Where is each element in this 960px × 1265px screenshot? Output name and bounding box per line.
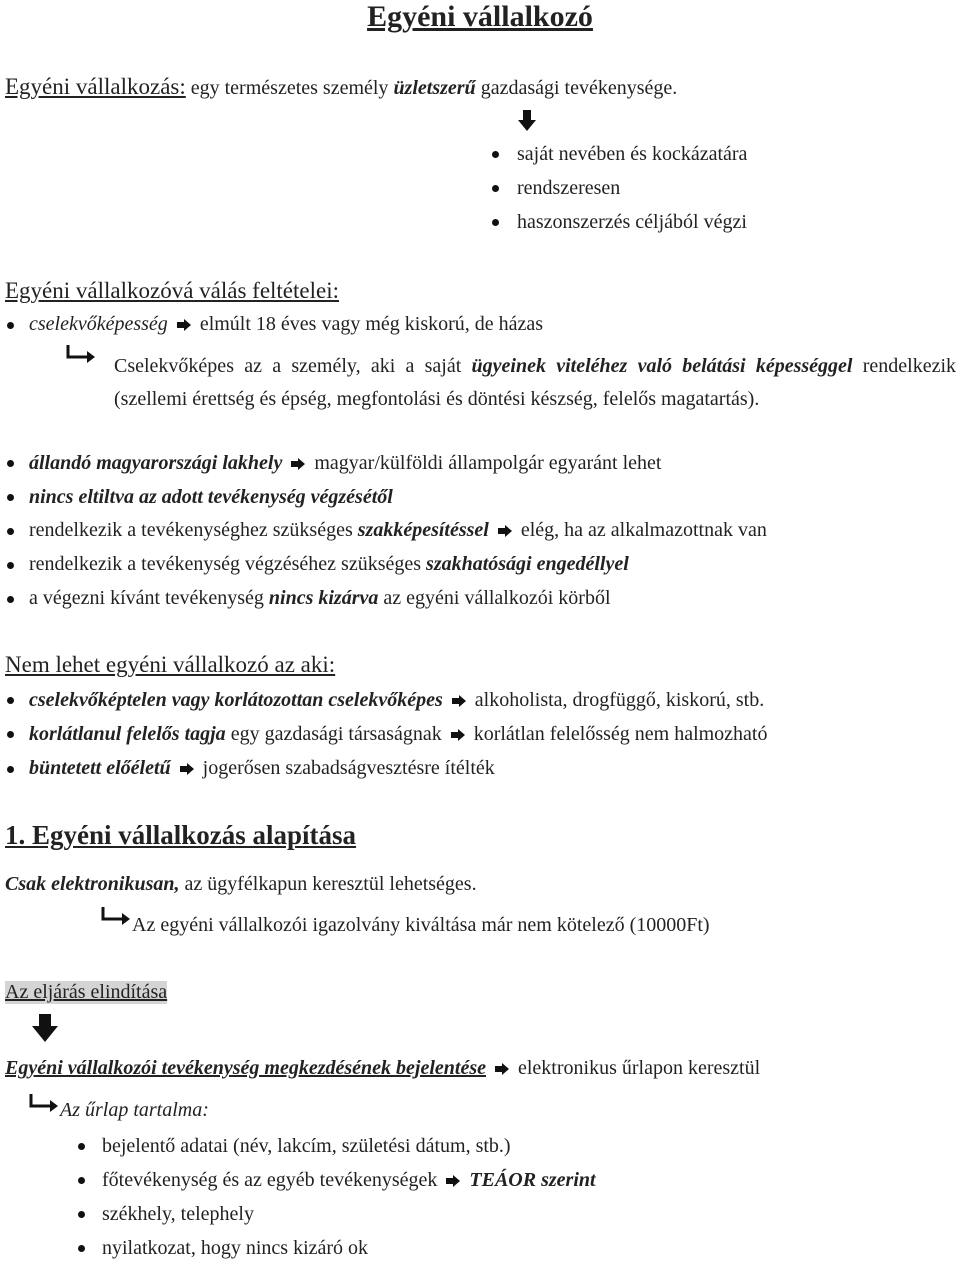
bullet-icon	[492, 151, 499, 158]
right-arrow-icon	[180, 763, 194, 775]
electronic-line	[5, 873, 477, 896]
procedure-label: Az eljárás elindítása	[5, 981, 168, 1003]
condition-text: a végezni kívánt tevékenység	[29, 587, 264, 609]
form-item	[102, 1169, 596, 1192]
condition-emphasis: szakhatósági engedéllyel	[426, 553, 629, 575]
form-item: bejelentő adatai (név, lakcím, születési dátum, stb.)	[102, 1135, 511, 1157]
note-emphasis: ügyeinek viteléhez való belátási képességgel	[471, 355, 853, 377]
form-item: nyilatkozat, hogy nincs kizáró ok	[102, 1237, 369, 1259]
hook-arrow-icon	[28, 1092, 58, 1114]
bullet-icon	[78, 1143, 85, 1150]
exclusion-item	[29, 689, 764, 712]
bullet-icon	[492, 219, 499, 226]
right-arrow-icon	[446, 1175, 460, 1187]
id-card-note: Az egyéni vállalkozói igazolvány kiváltása már nem kötelező (10000Ft)	[132, 914, 710, 936]
condition-text: magyar/külföldi állampolgár egyaránt lehet	[314, 452, 662, 474]
note-text-end: rendelkezik (szellemi érettség és épség, megfontolási és döntési készség, felelős magatartás).	[114, 355, 956, 410]
right-arrow-icon	[495, 1063, 509, 1075]
definition-text: egy természetes személy	[190, 77, 389, 99]
bullet-icon	[7, 697, 14, 704]
electronic-emphasis: Csak elektronikusan,	[5, 873, 180, 895]
exclusion-text-end: korlátlan felelősség nem halmozható	[473, 723, 768, 745]
exclusion-emphasis: büntetett előéletű	[29, 757, 171, 779]
form-label: Az űrlap tartalma:	[60, 1099, 209, 1121]
definition-term: Egyéni vállalkozás:	[5, 74, 186, 99]
bullet-icon	[78, 1211, 85, 1218]
bullet-icon	[7, 596, 14, 603]
condition-item	[29, 519, 767, 542]
right-arrow-icon	[177, 319, 191, 331]
right-arrow-icon	[498, 525, 512, 537]
condition-text-end: elég, ha az alkalmazottnak van	[520, 519, 767, 541]
report-text: elektronikus űrlapon keresztül	[517, 1057, 761, 1079]
condition-item: nincs eltiltva az adott tevékenység végzésétől	[29, 486, 393, 508]
exclusion-text: egy gazdasági társaságnak	[230, 723, 442, 745]
exclusion-emphasis: cselekvőképtelen vagy korlátozottan cselekvőképes	[29, 689, 443, 711]
bullet-icon	[7, 460, 14, 467]
exclusion-text: jogerősen szabadságvesztésre ítélték	[202, 757, 495, 779]
bullet-icon	[7, 562, 14, 569]
down-arrow-icon	[518, 110, 536, 132]
bullet-icon	[78, 1177, 85, 1184]
condition-text-end: az egyéni vállalkozói körből	[383, 587, 611, 609]
right-arrow-icon	[451, 729, 465, 741]
electronic-text: az ügyfélkapun keresztül lehetséges.	[184, 873, 477, 895]
report-emphasis: Egyéni vállalkozói tevékenység megkezdésének bejelentése	[5, 1057, 486, 1079]
definition-bullet: rendszeresen	[517, 177, 621, 199]
definition-emphasis: üzletszerű	[393, 77, 476, 99]
exclusion-item	[29, 757, 495, 780]
bullet-icon	[7, 494, 14, 501]
hook-arrow-icon	[65, 343, 95, 365]
bullet-icon	[492, 185, 499, 192]
definition-text-end: gazdasági tevékenysége.	[480, 77, 678, 99]
definition-bullet: saját nevében és kockázatára	[517, 143, 748, 165]
conditions-heading: Egyéni vállalkozóvá válás feltételei:	[5, 278, 339, 303]
condition-text: elmúlt 18 éves vagy még kiskorú, de házas	[199, 313, 544, 335]
condition-emphasis: cselekvőképesség	[29, 313, 168, 335]
exclusion-text: alkoholista, drogfüggő, kiskorú, stb.	[474, 689, 765, 711]
condition-item	[29, 452, 661, 475]
right-arrow-icon	[452, 695, 466, 707]
bullet-icon	[7, 322, 14, 329]
bullet-icon	[78, 1245, 85, 1252]
section-heading: 1. Egyéni vállalkozás alapítása	[5, 820, 357, 850]
form-item-emphasis: TEÁOR szerint	[469, 1169, 596, 1191]
bullet-icon	[7, 528, 14, 535]
bullet-icon	[7, 766, 14, 773]
exclusion-emphasis: korlátlanul felelős tagja	[29, 723, 226, 745]
bullet-icon	[7, 731, 14, 738]
condition-item	[29, 587, 611, 610]
condition-emphasis: szakképesítéssel	[357, 519, 489, 541]
hook-arrow-icon	[100, 905, 130, 927]
report-line	[5, 1057, 760, 1080]
condition-item	[29, 313, 543, 336]
condition-item	[29, 553, 629, 576]
down-arrow-icon	[32, 1014, 58, 1042]
note-text: Cselekvőképes az a személy, aki a saját	[114, 355, 462, 377]
capacity-note	[114, 350, 956, 416]
definition-line	[5, 74, 677, 100]
condition-emphasis: nincs kizárva	[268, 587, 379, 609]
exclusions-heading: Nem lehet egyéni vállalkozó az aki:	[5, 652, 336, 677]
form-item-text: főtevékenység és az egyéb tevékenységek	[102, 1169, 438, 1191]
condition-emphasis: állandó magyarországi lakhely	[29, 452, 283, 474]
exclusion-item	[29, 723, 768, 746]
condition-text: rendelkezik a tevékenység végzéséhez szükséges	[29, 553, 422, 575]
form-item: székhely, telephely	[102, 1203, 254, 1225]
page-title: Egyéni vállalkozó	[367, 0, 593, 33]
definition-bullet: haszonszerzés céljából végzi	[517, 211, 747, 233]
condition-text: rendelkezik a tevékenységhez szükséges	[29, 519, 353, 541]
right-arrow-icon	[291, 458, 305, 470]
